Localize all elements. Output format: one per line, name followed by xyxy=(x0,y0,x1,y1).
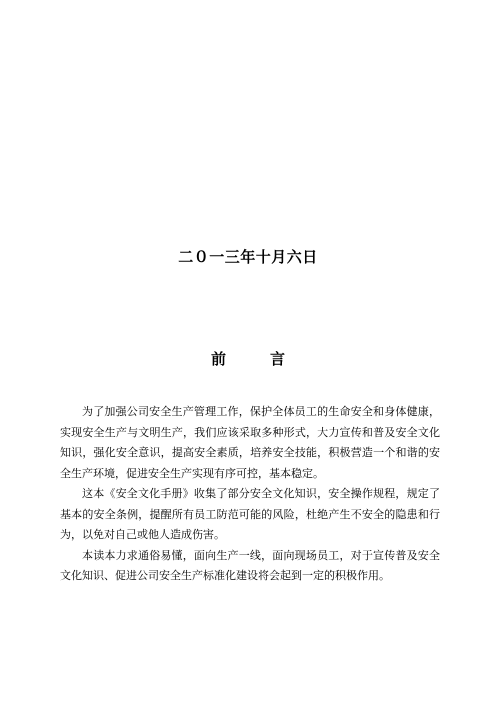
document-date: 二０一三年十月六日 xyxy=(178,248,318,266)
preface-paragraph-2: 这本《安全文化手册》收集了部分安全文化知识，安全操作规程，规定了基本的安全条例，提醒所有员工防范可能的风险，杜绝产生不安全的隐患和行为，以免对自己或他人造成伤害。 xyxy=(60,487,440,541)
preface-heading xyxy=(0,348,496,369)
preface-body xyxy=(60,402,440,587)
preface-heading-char-1: 前 xyxy=(210,350,226,368)
preface-paragraph-3: 本读本力求通俗易懂，面向生产一线，面向现场员工，对于宣传普及安全文化知识、促进公司安全生产标准化建设将会起到一定的积极作用。 xyxy=(60,548,440,582)
preface-paragraph-1: 为了加强公司安全生产管理工作，保护全体员工的生命安全和身体健康，实现安全生产与文明生产，我们应该采取多种形式，大力宣传和普及安全文化知识，强化安全意识，提高安全素质，培养安全技能，积极营造一个和谐的安全生产环境，促进安全生产实现有序可控，基本稳定。 xyxy=(60,405,440,480)
preface-heading-char-2: 言 xyxy=(270,350,286,368)
